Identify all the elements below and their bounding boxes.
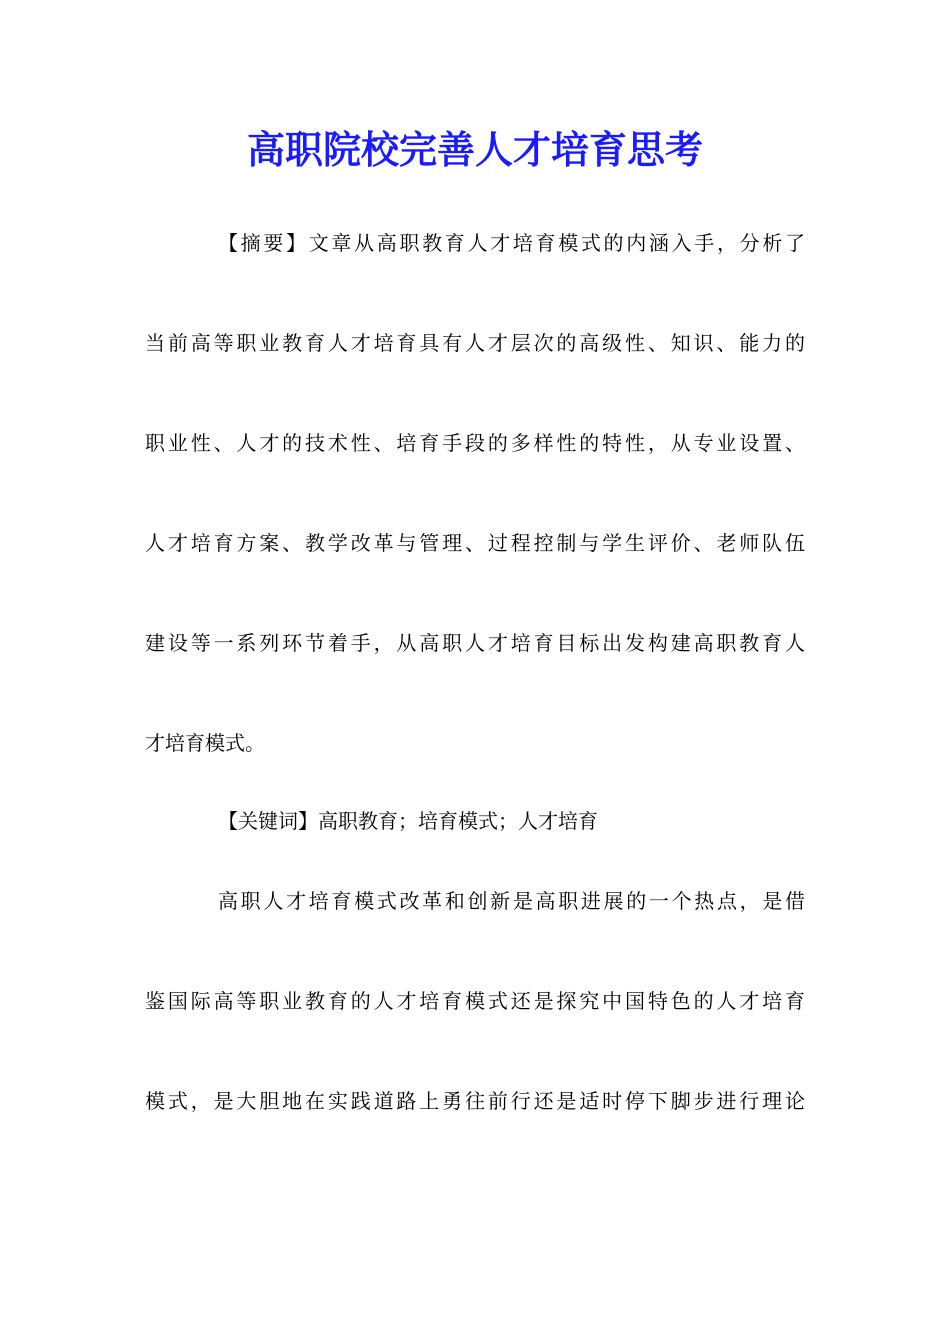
body-line: 鉴国际高等职业教育的人才培育模式还是探究中国特色的人才培育 [145,989,805,1013]
abstract-line: 当前高等职业教育人才培育具有人才层次的高级性、知识、能力的 [145,331,805,355]
abstract-line: 人才培育方案、教学改革与管理、过程控制与学生评价、老师队伍 [145,531,805,555]
abstract-line: 建设等一系列环节着手，从高职人才培育目标出发构建高职教育人 [145,631,805,655]
document-title: 高职院校完善人才培育思考 [246,127,703,172]
abstract-line: 【摘要】文章从高职教育人才培育模式的内涵入手，分析了 [218,231,805,255]
keywords-line: 【关键词】高职教育；培育模式；人才培育 [218,809,598,833]
abstract-line: 职业性、人才的技术性、培育手段的多样性的特性，从专业设置、 [145,431,805,455]
body-line: 高职人才培育模式改革和创新是高职进展的一个热点，是借 [218,889,805,913]
abstract-line: 才培育模式。 [145,731,265,755]
body-line: 模式，是大胆地在实践道路上勇往前行还是适时停下脚步进行理论 [145,1089,805,1113]
